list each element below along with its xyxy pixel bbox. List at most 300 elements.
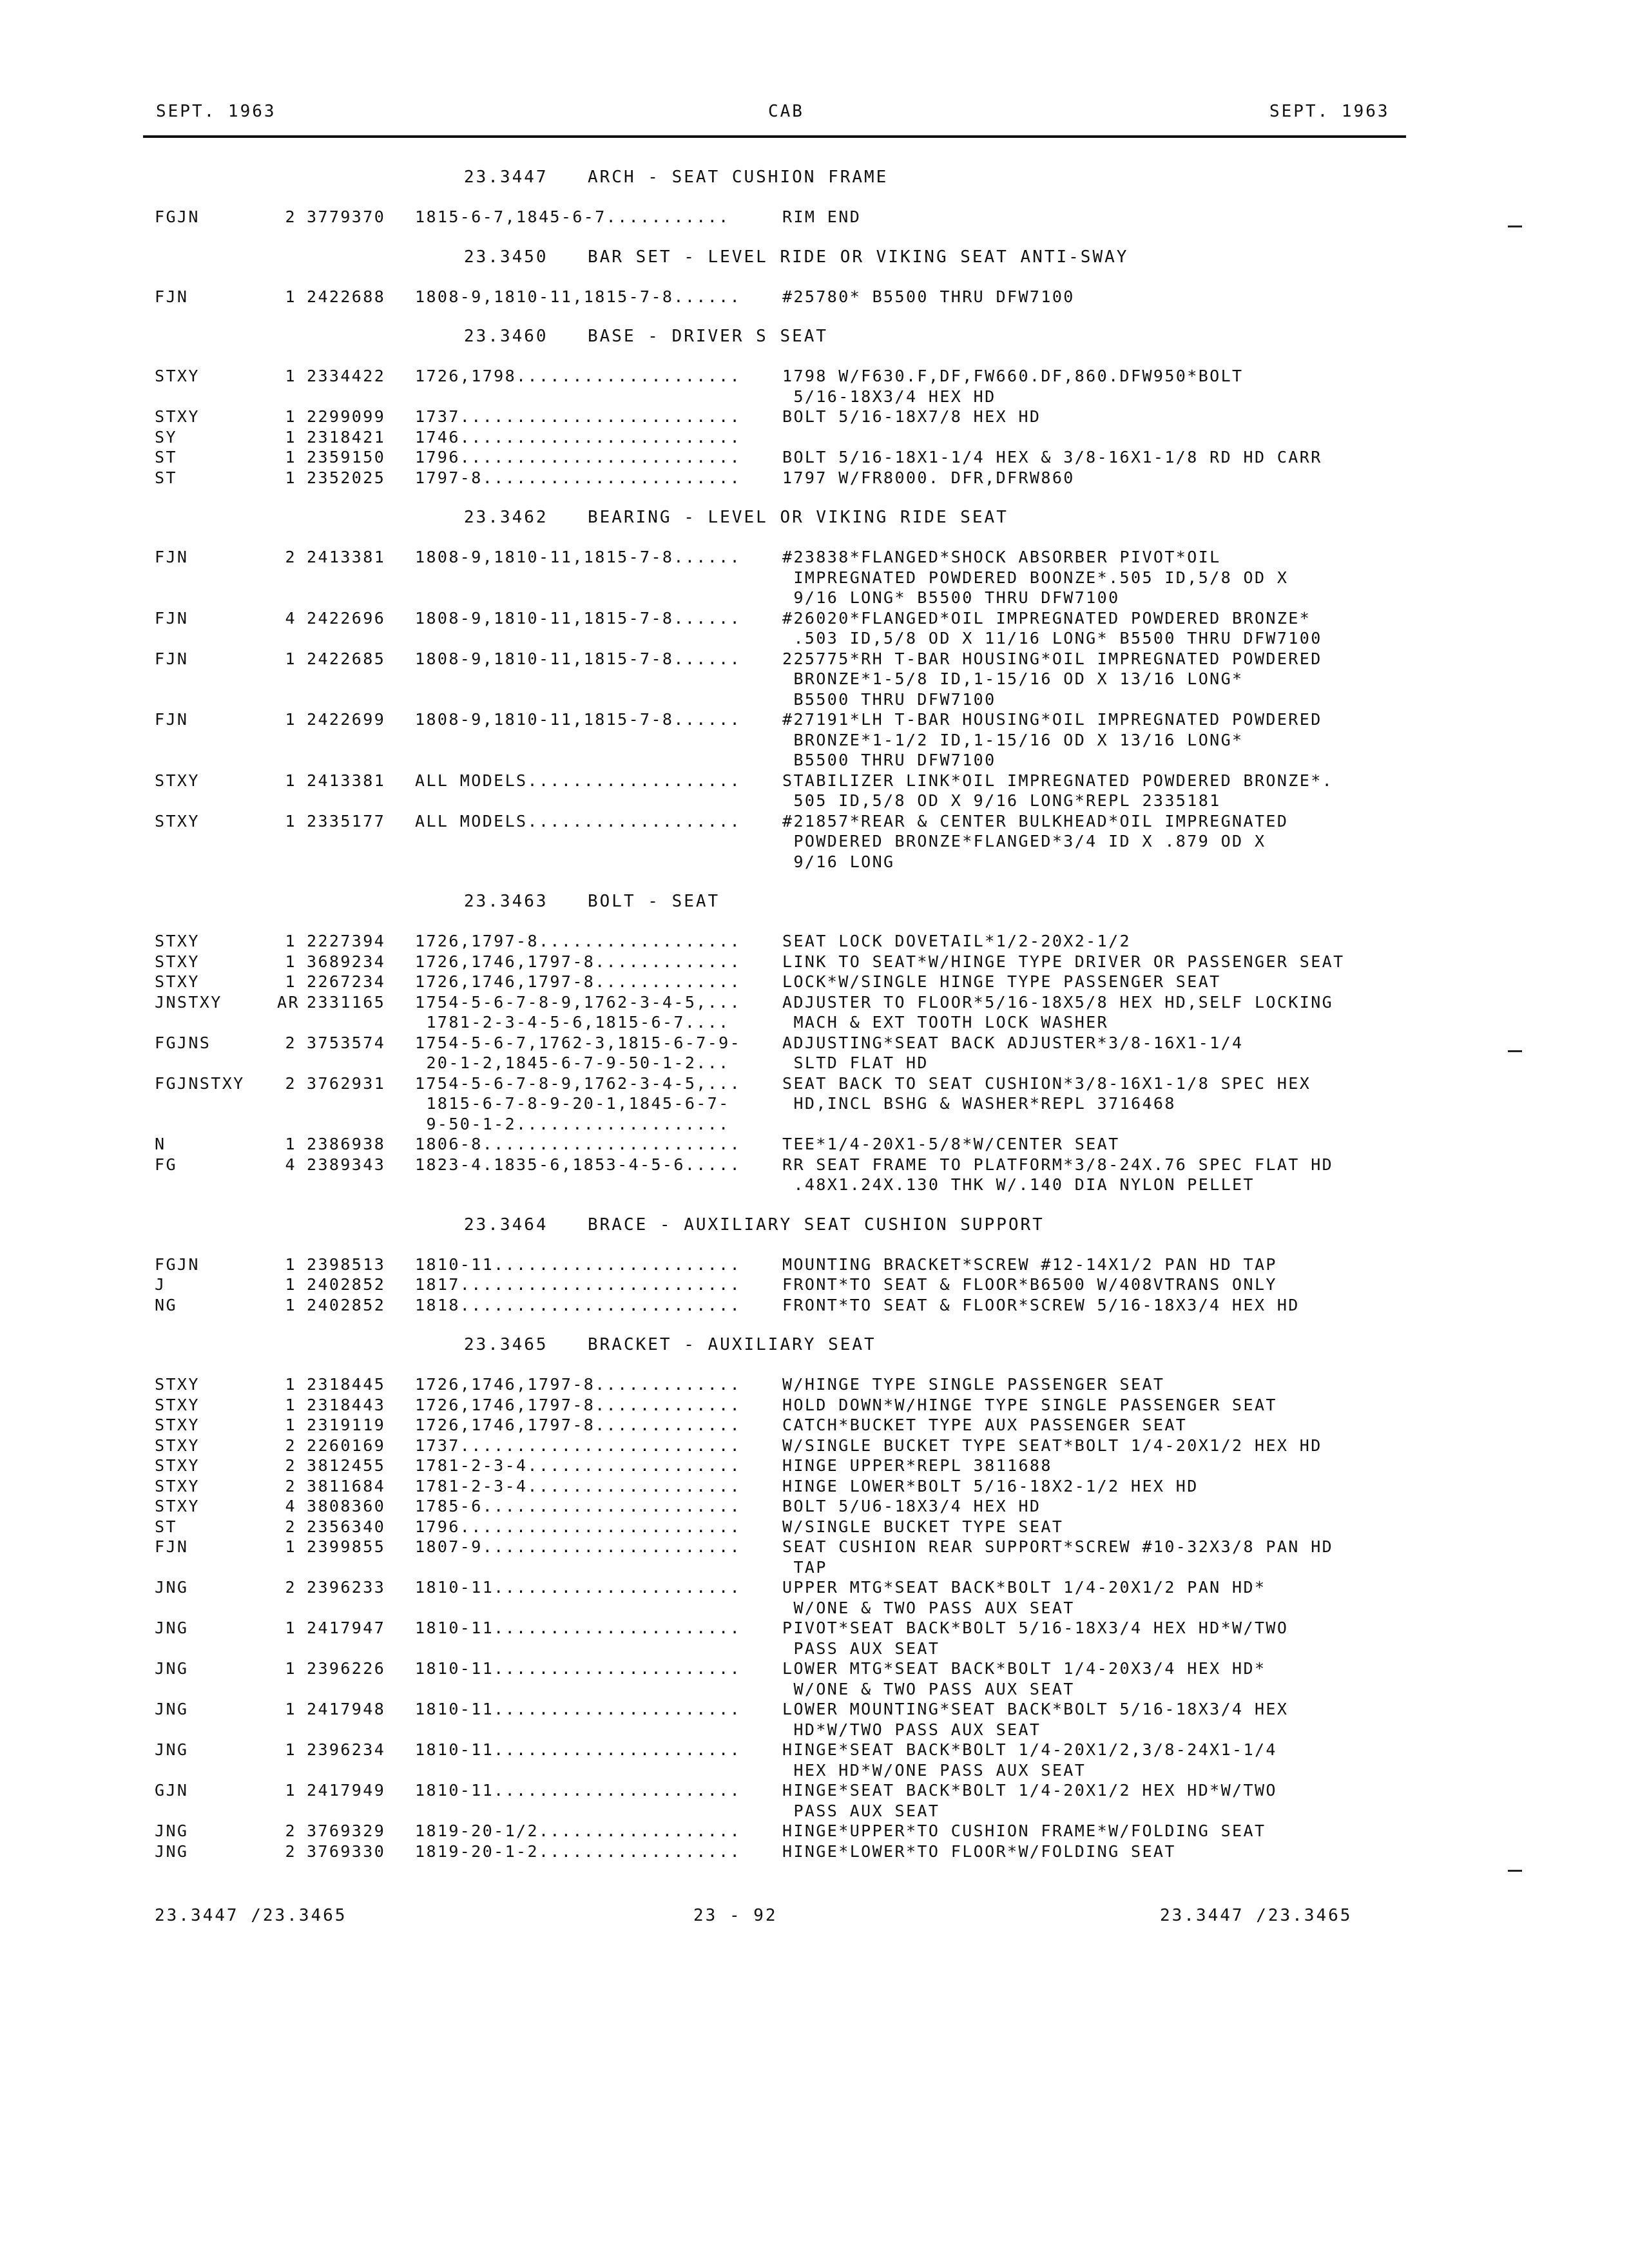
header-date-right: SEPT. 1963 xyxy=(1269,102,1390,121)
part-description: HINGE*LOWER*TO FLOOR*W/FOLDING SEAT xyxy=(782,1841,1176,1861)
quantity: 1 xyxy=(285,1659,296,1678)
part-row xyxy=(0,1781,1629,1802)
section-spacer xyxy=(0,228,1629,246)
model-code: STXY xyxy=(155,1375,200,1394)
part-row xyxy=(0,1842,1629,1863)
part-row xyxy=(0,832,1629,852)
part-description: B5500 THRU DFW7100 xyxy=(782,689,996,709)
part-description: FRONT*TO SEAT & FLOOR*SCREW 5/16-18X3/4 HEX HD xyxy=(782,1295,1300,1314)
part-description: SEAT BACK TO SEAT CUSHION*3/8-16X1-1/8 SPEC HEX xyxy=(782,1073,1311,1093)
model-code: FGJNS xyxy=(155,1033,211,1052)
part-row xyxy=(0,710,1629,731)
part-description: IMPREGNATED POWDERED BOONZE*.505 ID,5/8 OD X xyxy=(782,568,1289,587)
part-description: 1797 W/FR8000. DFR,DFRW860 xyxy=(782,468,1075,487)
part-row xyxy=(0,1013,1629,1033)
model-code: STXY xyxy=(155,407,200,426)
margin-mark xyxy=(1508,1050,1522,1052)
part-number: 2318443 xyxy=(307,1395,386,1414)
model-code: NG xyxy=(155,1295,177,1314)
quantity: 1 xyxy=(285,932,296,950)
model-code: FJN xyxy=(155,608,189,628)
part-description: HD*W/TWO PASS AUX SEAT xyxy=(782,1720,1041,1739)
model-applicability: 1808-9,1810-11,1815-7-8...... xyxy=(415,608,742,628)
part-description: #26020*FLANGED*OIL IMPREGNATED POWDERED BRONZE* xyxy=(782,608,1311,628)
quantity: 1 xyxy=(285,1135,296,1153)
part-number: 2334422 xyxy=(307,367,386,385)
part-description: 9/16 LONG* B5500 THRU DFW7100 xyxy=(782,588,1120,607)
part-row xyxy=(0,751,1629,771)
part-description: LOWER MOUNTING*SEAT BACK*BOLT 5/16-18X3/4 HEX xyxy=(782,1700,1289,1718)
model-applicability: ALL MODELS................... xyxy=(415,811,742,831)
part-description: HD,INCL BSHG & WASHER*REPL 3716468 xyxy=(782,1094,1176,1113)
parts-listing xyxy=(0,166,1629,1880)
part-row xyxy=(0,548,1629,568)
quantity: 1 xyxy=(285,367,296,385)
section-heading xyxy=(0,1334,1629,1375)
part-description: 505 ID,5/8 OD X 9/16 LONG*REPL 2335181 xyxy=(782,791,1221,810)
quantity: 1 xyxy=(285,1295,296,1314)
quantity: 1 xyxy=(285,771,296,790)
part-row xyxy=(0,1175,1629,1196)
model-applicability: 1746......................... xyxy=(415,427,742,447)
model-code: STXY xyxy=(155,1395,200,1414)
part-description: TAP xyxy=(782,1557,827,1577)
part-description: 5/16-18X3/4 HEX HD xyxy=(782,387,996,406)
part-number: 2396234 xyxy=(307,1740,386,1759)
model-applicability: 1817......................... xyxy=(415,1275,742,1294)
part-row xyxy=(0,1094,1629,1115)
part-row xyxy=(0,629,1629,649)
part-row xyxy=(0,1700,1629,1720)
section-spacer xyxy=(0,1316,1629,1334)
model-applicability: 1810-11...................... xyxy=(415,1700,742,1718)
model-applicability: 1810-11...................... xyxy=(415,1781,742,1800)
model-applicability: 1808-9,1810-11,1815-7-8...... xyxy=(415,710,742,729)
model-applicability: 1806-8....................... xyxy=(415,1135,742,1153)
model-code: ST xyxy=(155,448,177,466)
part-description: LOCK*W/SINGLE HINGE TYPE PASSENGER SEAT xyxy=(782,972,1221,991)
part-description: PASS AUX SEAT xyxy=(782,1801,940,1820)
quantity: 1 xyxy=(285,448,296,466)
part-row xyxy=(0,952,1629,973)
part-description: W/ONE & TWO PASS AUX SEAT xyxy=(782,1598,1075,1617)
section-number: 23.3460 xyxy=(464,327,548,346)
part-row xyxy=(0,690,1629,711)
part-description: SEAT LOCK DOVETAIL*1/2-20X2-1/2 xyxy=(782,932,1131,950)
model-code: FJN xyxy=(155,649,189,668)
part-row xyxy=(0,1296,1629,1316)
part-number: 3689234 xyxy=(307,952,386,971)
part-row xyxy=(0,1639,1629,1660)
model-applicability: 1823-4.1835-6,1853-4-5-6..... xyxy=(415,1155,742,1174)
model-applicability: 1781-2-3-4................... xyxy=(415,1476,742,1495)
model-applicability: 1810-11...................... xyxy=(415,1659,742,1678)
part-description: BOLT 5/16-18X7/8 HEX HD xyxy=(782,407,1041,426)
part-number: 2422696 xyxy=(307,608,386,628)
model-applicability: 1815-6-7-8-9-20-1,1845-6-7- xyxy=(415,1094,730,1113)
model-applicability: 1808-9,1810-11,1815-7-8...... xyxy=(415,649,742,668)
quantity: 1 xyxy=(285,287,296,306)
quantity: 1 xyxy=(285,649,296,668)
model-applicability: 1810-11...................... xyxy=(415,1578,742,1597)
quantity: 1 xyxy=(285,952,296,971)
section-spacer xyxy=(0,1196,1629,1214)
part-description: BOLT 5/U6-18X3/4 HEX HD xyxy=(782,1497,1041,1515)
quantity: 4 xyxy=(285,1155,296,1174)
part-number: 3769329 xyxy=(307,1821,386,1840)
part-row xyxy=(0,1436,1629,1457)
quantity: 1 xyxy=(285,1254,296,1274)
quantity: 1 xyxy=(285,1537,296,1556)
part-description: LOWER MTG*SEAT BACK*BOLT 1/4-20X3/4 HEX HD* xyxy=(782,1659,1266,1678)
model-applicability: 1726,1746,1797-8............. xyxy=(415,1416,742,1434)
model-applicability: 1796......................... xyxy=(415,1517,742,1536)
model-applicability: 1737......................... xyxy=(415,407,742,426)
part-description: LINK TO SEAT*W/HINGE TYPE DRIVER OR PASSENGER SEAT xyxy=(782,952,1345,971)
part-number: 2299099 xyxy=(307,407,386,426)
model-applicability: 1726,1797-8.................. xyxy=(415,932,742,950)
model-code: FGJNSTXY xyxy=(155,1073,245,1093)
part-number: 2267234 xyxy=(307,972,386,991)
part-number: 3753574 xyxy=(307,1033,386,1052)
section-spacer xyxy=(0,872,1629,890)
model-applicability: 1754-5-6-7,1762-3,1815-6-7-9- xyxy=(415,1033,742,1052)
part-number: 2396233 xyxy=(307,1578,386,1597)
quantity: 1 xyxy=(285,1395,296,1414)
part-description: 225775*RH T-BAR HOUSING*OIL IMPREGNATED POWDERED xyxy=(782,649,1322,668)
quantity: 2 xyxy=(285,1841,296,1861)
model-applicability: 1807-9....................... xyxy=(415,1537,742,1556)
part-row xyxy=(0,1558,1629,1579)
margin-mark xyxy=(1508,1870,1522,1872)
section-title: BRACE - AUXILIARY SEAT CUSHION SUPPORT xyxy=(588,1215,1045,1235)
model-code: STXY xyxy=(155,1497,200,1515)
header-date-left: SEPT. 1963 xyxy=(156,102,276,121)
section-number: 23.3450 xyxy=(464,247,548,267)
part-description: 9/16 LONG xyxy=(782,852,895,871)
section-heading xyxy=(0,506,1629,548)
quantity: 2 xyxy=(285,548,296,566)
part-row xyxy=(0,468,1629,489)
model-code: SY xyxy=(155,427,177,447)
model-code: STXY xyxy=(155,1436,200,1455)
part-description: BOLT 5/16-18X1-1/4 HEX & 3/8-16X1-1/8 RD HD CARR xyxy=(782,448,1322,466)
part-row xyxy=(0,812,1629,832)
part-row xyxy=(0,287,1629,308)
part-description: #25780* B5500 THRU DFW7100 xyxy=(782,287,1075,306)
model-code: FJN xyxy=(155,548,189,566)
model-applicability: 1726,1746,1797-8............. xyxy=(415,1395,742,1414)
quantity: 1 xyxy=(285,1740,296,1759)
model-code: STXY xyxy=(155,952,200,971)
model-applicability: 1754-5-6-7-8-9,1762-3-4-5,... xyxy=(415,1073,742,1093)
footer-range-right: 23.3447 /23.3465 xyxy=(1160,1906,1353,1925)
quantity: 2 xyxy=(285,1517,296,1536)
model-applicability: 1819-20-1/2.................. xyxy=(415,1821,742,1840)
part-row xyxy=(0,1074,1629,1095)
section-title: ARCH - SEAT CUSHION FRAME xyxy=(588,168,889,187)
model-applicability: 1781-2-3-4................... xyxy=(415,1456,742,1475)
section-spacer xyxy=(0,488,1629,506)
model-code: J xyxy=(155,1275,166,1294)
header-section-title: CAB xyxy=(768,102,804,121)
part-row xyxy=(0,1115,1629,1135)
quantity: AR xyxy=(277,992,300,1012)
model-code: FJN xyxy=(155,1537,189,1556)
part-number: 2318421 xyxy=(307,427,386,447)
part-row xyxy=(0,1477,1629,1497)
part-description: FRONT*TO SEAT & FLOOR*B6500 W/408VTRANS ONLY xyxy=(782,1275,1277,1294)
part-row xyxy=(0,1802,1629,1822)
section-title: BOLT - SEAT xyxy=(588,892,720,911)
part-number: 2417947 xyxy=(307,1619,386,1637)
model-code: N xyxy=(155,1135,166,1153)
header-rule xyxy=(143,135,1406,138)
model-code: STXY xyxy=(155,367,200,385)
part-row xyxy=(0,932,1629,952)
model-applicability: 1819-20-1-2.................. xyxy=(415,1841,742,1861)
part-description: MACH & EXT TOOTH LOCK WASHER xyxy=(782,1013,1109,1032)
quantity: 2 xyxy=(285,1073,296,1093)
part-row xyxy=(0,387,1629,408)
part-row xyxy=(0,1155,1629,1176)
part-row xyxy=(0,1821,1629,1842)
part-row xyxy=(0,771,1629,792)
model-code: FGJN xyxy=(155,1254,200,1274)
footer-range-left: 23.3447 /23.3465 xyxy=(155,1906,347,1925)
model-applicability: 1815-6-7,1845-6-7........... xyxy=(415,207,730,226)
part-number: 2422685 xyxy=(307,649,386,668)
part-row xyxy=(0,1761,1629,1782)
part-row xyxy=(0,1053,1629,1074)
model-code: JNG xyxy=(155,1821,189,1840)
model-applicability: 1754-5-6-7-8-9,1762-3-4-5,... xyxy=(415,992,742,1012)
section-title: BEARING - LEVEL OR VIKING RIDE SEAT xyxy=(588,508,1008,527)
part-row xyxy=(0,993,1629,1014)
model-applicability: 1810-11...................... xyxy=(415,1619,742,1637)
part-number: 2402852 xyxy=(307,1295,386,1314)
part-number: 3762931 xyxy=(307,1073,386,1093)
section-number: 23.3465 xyxy=(464,1335,548,1354)
quantity: 2 xyxy=(285,1476,296,1495)
part-row xyxy=(0,1275,1629,1296)
part-row xyxy=(0,1396,1629,1416)
part-description: STABILIZER LINK*OIL IMPREGNATED POWDERED BRONZE*. xyxy=(782,771,1334,790)
part-number: 2422699 xyxy=(307,710,386,729)
part-number: 2227394 xyxy=(307,932,386,950)
part-number: 2422688 xyxy=(307,287,386,306)
part-description: #23838*FLANGED*SHOCK ABSORBER PIVOT*OIL xyxy=(782,548,1221,566)
model-code: JNG xyxy=(155,1841,189,1861)
part-number: 2335177 xyxy=(307,811,386,831)
section-heading xyxy=(0,1214,1629,1255)
part-number: 2331165 xyxy=(307,992,386,1012)
model-applicability: ALL MODELS................... xyxy=(415,771,742,790)
part-description: UPPER MTG*SEAT BACK*BOLT 1/4-20X1/2 PAN HD* xyxy=(782,1578,1266,1597)
part-row xyxy=(0,1599,1629,1619)
quantity: 1 xyxy=(285,407,296,426)
part-number: 2359150 xyxy=(307,448,386,466)
part-description: #21857*REAR & CENTER BULKHEAD*OIL IMPREGNATED xyxy=(782,811,1289,831)
part-number: 3808360 xyxy=(307,1497,386,1515)
part-description: CATCH*BUCKET TYPE AUX PASSENGER SEAT xyxy=(782,1416,1188,1434)
model-applicability: 1726,1746,1797-8............. xyxy=(415,952,742,971)
part-row xyxy=(0,588,1629,609)
part-row xyxy=(0,1135,1629,1155)
part-row xyxy=(0,367,1629,387)
part-number: 2402852 xyxy=(307,1275,386,1294)
part-row xyxy=(0,972,1629,993)
quantity: 1 xyxy=(285,1619,296,1637)
model-code: FGJN xyxy=(155,207,200,226)
section-heading xyxy=(0,325,1629,367)
section-heading xyxy=(0,166,1629,207)
model-code: FJN xyxy=(155,287,189,306)
model-code: STXY xyxy=(155,932,200,950)
footer-page-number: 23 - 92 xyxy=(693,1906,778,1925)
quantity: 2 xyxy=(285,207,296,226)
part-description: .48X1.24X.130 THK W/.140 DIA NYLON PELLET xyxy=(782,1175,1255,1194)
part-description: W/ONE & TWO PASS AUX SEAT xyxy=(782,1679,1075,1698)
part-row xyxy=(0,407,1629,428)
part-description: MOUNTING BRACKET*SCREW #12-14X1/2 PAN HD TAP xyxy=(782,1254,1277,1274)
section-spacer xyxy=(0,307,1629,325)
part-description: #27191*LH T-BAR HOUSING*OIL IMPREGNATED POWDERED xyxy=(782,710,1322,729)
quantity: 2 xyxy=(285,1578,296,1597)
section-spacer xyxy=(0,1862,1629,1880)
part-number: 2318445 xyxy=(307,1375,386,1394)
quantity: 1 xyxy=(285,1781,296,1800)
part-description: PASS AUX SEAT xyxy=(782,1639,940,1658)
part-description: W/SINGLE BUCKET TYPE SEAT*BOLT 1/4-20X1/2 HEX HD xyxy=(782,1436,1322,1455)
model-applicability: 1818......................... xyxy=(415,1295,742,1314)
quantity: 2 xyxy=(285,1436,296,1455)
part-number: 2398513 xyxy=(307,1254,386,1274)
part-row xyxy=(0,1033,1629,1054)
part-number: 3812455 xyxy=(307,1456,386,1475)
part-description: BRONZE*1-1/2 ID,1-15/16 OD X 13/16 LONG* xyxy=(782,730,1244,749)
part-row xyxy=(0,1255,1629,1276)
quantity: 4 xyxy=(285,608,296,628)
part-row xyxy=(0,448,1629,468)
part-description: ADJUSTER TO FLOOR*5/16-18X5/8 HEX HD,SELF LOCKING xyxy=(782,992,1334,1012)
model-code: ST xyxy=(155,468,177,487)
part-number: 2319119 xyxy=(307,1416,386,1434)
quantity: 4 xyxy=(285,1497,296,1515)
part-number: 2389343 xyxy=(307,1155,386,1174)
part-description: 1798 W/F630.F,DF,FW660.DF,860.DFW950*BOLT xyxy=(782,367,1244,385)
part-number: 2386938 xyxy=(307,1135,386,1153)
part-row xyxy=(0,1416,1629,1436)
part-row xyxy=(0,1619,1629,1639)
part-number: 3769330 xyxy=(307,1841,386,1861)
model-code: JNG xyxy=(155,1740,189,1759)
part-row xyxy=(0,207,1629,228)
section-number: 23.3447 xyxy=(464,168,548,187)
part-row xyxy=(0,1680,1629,1700)
part-number: 2417948 xyxy=(307,1700,386,1718)
part-row xyxy=(0,609,1629,629)
part-row xyxy=(0,1375,1629,1396)
part-description: SEAT CUSHION REAR SUPPORT*SCREW #10-32X3/8 PAN HD xyxy=(782,1537,1334,1556)
quantity: 2 xyxy=(285,1456,296,1475)
quantity: 2 xyxy=(285,1821,296,1840)
part-description: RIM END xyxy=(782,207,862,226)
quantity: 1 xyxy=(285,1700,296,1718)
model-code: STXY xyxy=(155,1476,200,1495)
part-row xyxy=(0,1517,1629,1538)
model-applicability: 1781-2-3-4-5-6,1815-6-7.... xyxy=(415,1013,730,1032)
quantity: 1 xyxy=(285,710,296,729)
section-number: 23.3462 xyxy=(464,508,548,527)
section-heading xyxy=(0,246,1629,287)
part-row xyxy=(0,1537,1629,1558)
model-applicability: 20-1-2,1845-6-7-9-50-1-2... xyxy=(415,1053,730,1072)
model-applicability: 9-50-1-2................... xyxy=(415,1114,730,1133)
part-description: HEX HD*W/ONE PASS AUX SEAT xyxy=(782,1760,1086,1780)
model-applicability: 1810-11...................... xyxy=(415,1740,742,1759)
quantity: 1 xyxy=(285,811,296,831)
part-row xyxy=(0,1578,1629,1599)
model-applicability: 1726,1746,1797-8............. xyxy=(415,1375,742,1394)
model-code: ST xyxy=(155,1517,177,1536)
quantity: 1 xyxy=(285,468,296,487)
part-number: 2413381 xyxy=(307,771,386,790)
part-row xyxy=(0,1659,1629,1680)
part-number: 2352025 xyxy=(307,468,386,487)
margin-mark xyxy=(1508,226,1522,227)
part-description: W/HINGE TYPE SINGLE PASSENGER SEAT xyxy=(782,1375,1165,1394)
part-row xyxy=(0,1497,1629,1517)
part-description: HINGE UPPER*REPL 3811688 xyxy=(782,1456,1052,1475)
part-row xyxy=(0,1740,1629,1761)
quantity: 1 xyxy=(285,972,296,991)
part-row xyxy=(0,669,1629,690)
part-row xyxy=(0,649,1629,670)
part-row xyxy=(0,1720,1629,1741)
part-number: 2399855 xyxy=(307,1537,386,1556)
part-description: SLTD FLAT HD xyxy=(782,1053,929,1072)
quantity: 2 xyxy=(285,1033,296,1052)
model-applicability: 1810-11...................... xyxy=(415,1254,742,1274)
part-row xyxy=(0,791,1629,812)
part-row xyxy=(0,731,1629,751)
part-description: B5500 THRU DFW7100 xyxy=(782,751,996,769)
model-code: JNSTXY xyxy=(155,992,222,1012)
model-applicability: 1726,1746,1797-8............. xyxy=(415,972,742,991)
model-code: STXY xyxy=(155,1456,200,1475)
part-number: 3779370 xyxy=(307,207,386,226)
part-number: 2413381 xyxy=(307,548,386,566)
model-applicability: 1808-9,1810-11,1815-7-8...... xyxy=(415,548,742,566)
part-description: HINGE*SEAT BACK*BOLT 1/4-20X1/2,3/8-24X1-1/4 xyxy=(782,1740,1277,1759)
part-number: 2356340 xyxy=(307,1517,386,1536)
model-code: STXY xyxy=(155,771,200,790)
model-code: GJN xyxy=(155,1781,189,1800)
part-description: .503 ID,5/8 OD X 11/16 LONG* B5500 THRU DFW7100 xyxy=(782,629,1322,648)
section-title: BRACKET - AUXILIARY SEAT xyxy=(588,1335,876,1354)
part-description: TEE*1/4-20X1-5/8*W/CENTER SEAT xyxy=(782,1135,1120,1153)
part-description: ADJUSTING*SEAT BACK ADJUSTER*3/8-16X1-1/4 xyxy=(782,1033,1244,1052)
model-applicability: 1726,1798.................... xyxy=(415,367,742,385)
model-applicability: 1737......................... xyxy=(415,1436,742,1455)
quantity: 1 xyxy=(285,1375,296,1394)
part-row xyxy=(0,568,1629,589)
part-description: HINGE LOWER*BOLT 5/16-18X2-1/2 HEX HD xyxy=(782,1476,1199,1495)
model-code: JNG xyxy=(155,1578,189,1597)
model-code: STXY xyxy=(155,811,200,831)
model-code: JNG xyxy=(155,1619,189,1637)
